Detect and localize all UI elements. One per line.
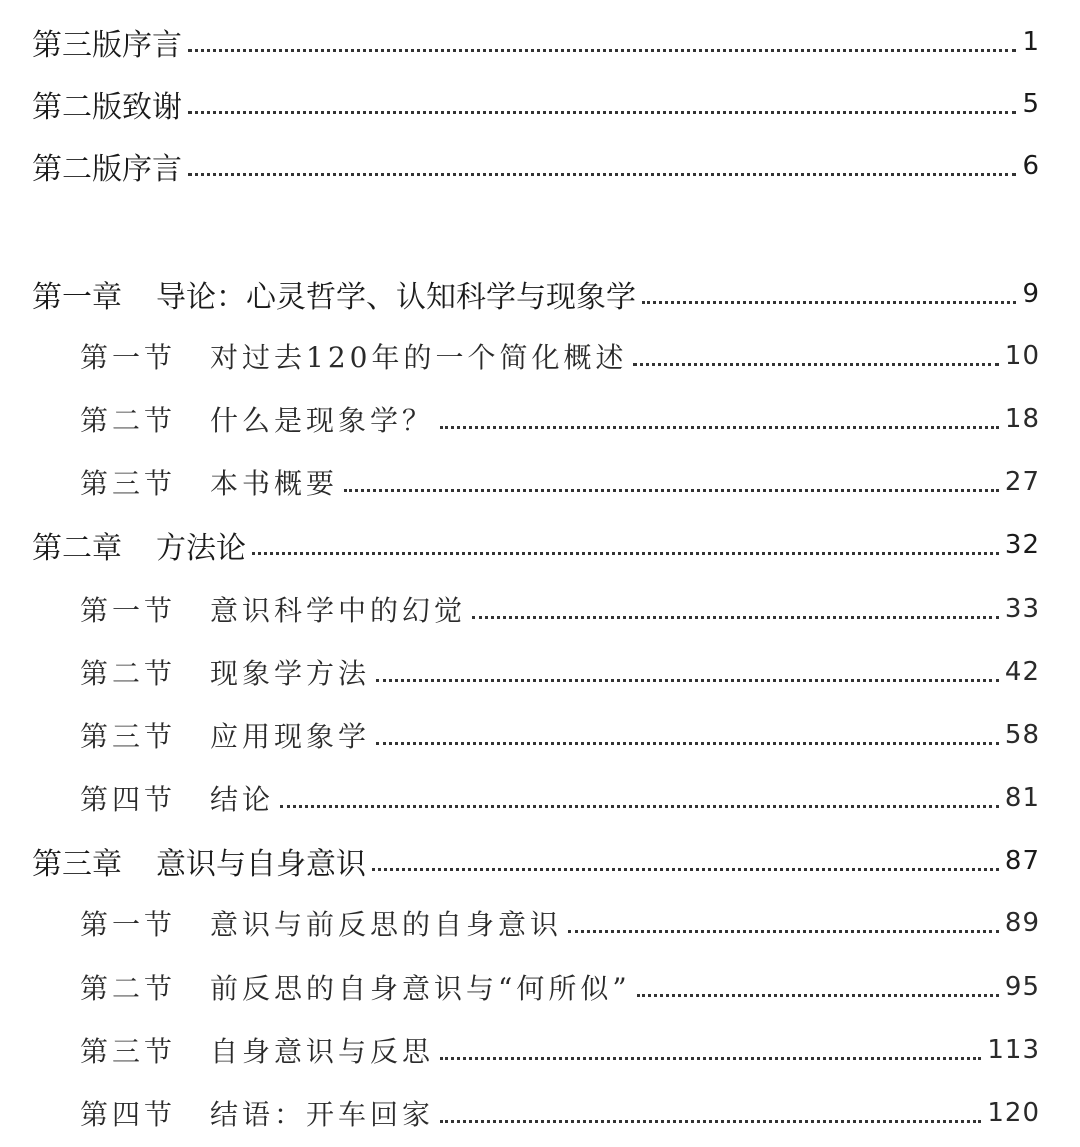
chapter-number: 第一章 <box>32 280 122 315</box>
toc-section-1-3[interactable] <box>0 460 1080 504</box>
page-number: 18 <box>1004 404 1040 434</box>
section-title: 本书概要 <box>210 467 339 500</box>
dot-leader <box>637 994 999 997</box>
toc-section-3-3[interactable] <box>0 1028 1080 1072</box>
section-title: 结论 <box>210 783 275 816</box>
page-number: 27 <box>1004 467 1040 497</box>
section-number: 第三节 <box>80 1035 177 1068</box>
dot-leader <box>376 679 999 682</box>
section-number: 第二节 <box>80 657 177 690</box>
dot-leader <box>568 930 999 933</box>
page-number: 42 <box>1004 657 1040 687</box>
dot-leader <box>440 1057 981 1060</box>
section-number: 第一节 <box>80 594 177 627</box>
toc-entry-preface-2nd[interactable] <box>0 144 1080 188</box>
dot-leader <box>344 489 999 492</box>
chapter-title: 方法论 <box>156 531 246 566</box>
page-number: 87 <box>1004 846 1040 876</box>
dot-leader <box>633 363 998 366</box>
entry-title: 第二版致谢 <box>32 90 182 125</box>
dot-leader <box>440 426 999 429</box>
section-title: 结语：开车回家 <box>210 1098 435 1131</box>
section-number: 第三节 <box>80 467 177 500</box>
toc-entry-acknowledgements-2nd[interactable] <box>0 82 1080 126</box>
page-number: 89 <box>1004 908 1040 938</box>
page-number: 9 <box>1022 279 1040 309</box>
toc-chapter-2[interactable] <box>0 523 1080 567</box>
toc-section-2-3[interactable] <box>0 713 1080 757</box>
page-number: 10 <box>1004 341 1040 371</box>
section-title: 意识与前反思的自身意识 <box>210 908 563 941</box>
dot-leader <box>376 742 999 745</box>
toc-section-1-2[interactable] <box>0 397 1080 441</box>
section-title: 前反思的自身意识与“何所似” <box>210 972 631 1005</box>
page-number: 81 <box>1004 783 1040 813</box>
section-title: 意识科学中的幻觉 <box>210 594 467 627</box>
page-number: 113 <box>987 1035 1040 1065</box>
toc-section-2-4[interactable] <box>0 776 1080 820</box>
toc-chapter-3[interactable] <box>0 839 1080 883</box>
dot-leader <box>372 868 999 871</box>
toc-entry-preface-3rd[interactable] <box>0 20 1080 64</box>
dot-leader <box>440 1120 981 1123</box>
page-number: 32 <box>1004 530 1040 560</box>
dot-leader <box>188 49 1016 52</box>
toc-section-3-2[interactable] <box>0 965 1080 1009</box>
section-number: 第三节 <box>80 720 177 753</box>
dot-leader <box>280 805 999 808</box>
entry-title: 第二版序言 <box>32 152 182 187</box>
dot-leader <box>642 301 1016 304</box>
dot-leader <box>252 552 999 555</box>
toc-section-1-1[interactable] <box>0 334 1080 378</box>
section-title: 自身意识与反思 <box>210 1035 435 1068</box>
section-number: 第一节 <box>80 908 177 941</box>
section-number: 第一节 <box>80 341 177 374</box>
dot-leader <box>188 111 1016 114</box>
section-title: 现象学方法 <box>210 657 371 690</box>
section-number: 第四节 <box>80 783 177 816</box>
page-number: 33 <box>1004 594 1040 624</box>
toc-section-2-1[interactable] <box>0 587 1080 631</box>
chapter-number: 第三章 <box>32 847 122 882</box>
page-number: 95 <box>1004 972 1040 1002</box>
toc-section-2-2[interactable] <box>0 650 1080 694</box>
page-number: 1 <box>1022 27 1040 57</box>
dot-leader <box>188 173 1016 176</box>
entry-title: 第三版序言 <box>32 28 182 63</box>
section-title: 什么是现象学？ <box>210 404 435 437</box>
section-title: 应用现象学 <box>210 720 371 753</box>
page-number: 5 <box>1022 89 1040 119</box>
section-number: 第四节 <box>80 1098 177 1131</box>
dot-leader <box>472 616 999 619</box>
section-number: 第二节 <box>80 972 177 1005</box>
toc-section-3-1[interactable] <box>0 901 1080 945</box>
page-number: 6 <box>1022 151 1040 181</box>
toc-chapter-1[interactable] <box>0 272 1080 316</box>
chapter-title: 导论：心灵哲学、认知科学与现象学 <box>156 280 636 315</box>
section-title: 对过去120年的一个简化概述 <box>210 341 628 374</box>
page-number: 58 <box>1004 720 1040 750</box>
page-number: 120 <box>987 1098 1040 1128</box>
toc-section-3-4[interactable] <box>0 1091 1080 1135</box>
chapter-number: 第二章 <box>32 531 122 566</box>
section-number: 第二节 <box>80 404 177 437</box>
chapter-title: 意识与自身意识 <box>156 847 366 882</box>
